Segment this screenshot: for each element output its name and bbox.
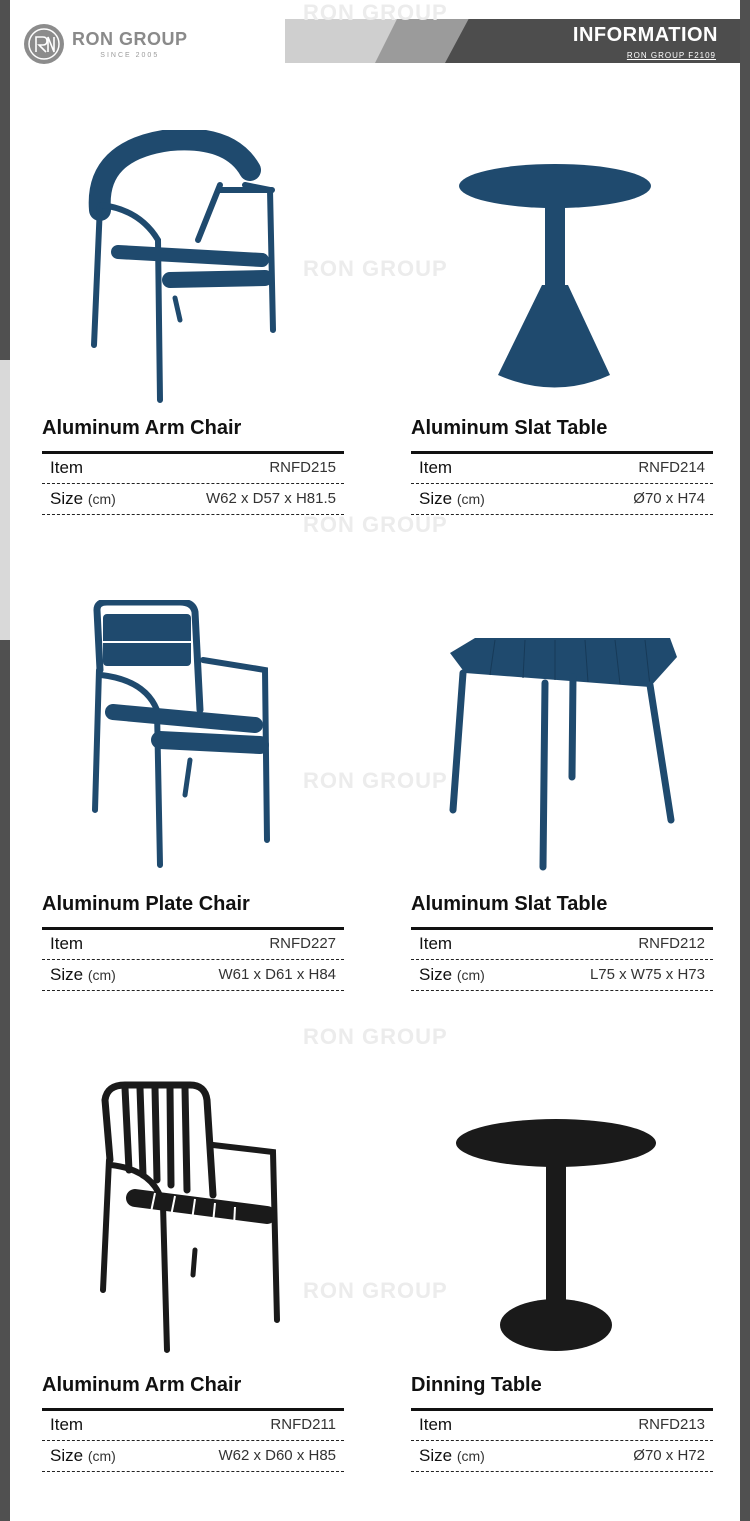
watermark: RON GROUP bbox=[303, 768, 448, 793]
watermark: RON GROUP bbox=[303, 256, 448, 281]
brand-name: RON GROUP bbox=[72, 29, 188, 49]
banner-title: INFORMATION bbox=[572, 24, 718, 46]
round-pedestal-table-black-icon bbox=[450, 1115, 665, 1365]
size-value: Ø70 x H74 bbox=[633, 490, 705, 507]
banner-subtitle: RON GROUP F2109 bbox=[626, 51, 716, 60]
item-label: Item bbox=[419, 1415, 453, 1434]
watermark: RON GROUP bbox=[303, 0, 448, 25]
left-edge-bar bbox=[0, 0, 10, 1521]
size-value: W62 x D57 x H81.5 bbox=[205, 490, 336, 507]
size-label: Size bbox=[419, 489, 453, 508]
item-code: RNFD215 bbox=[269, 459, 336, 476]
size-unit: (cm) bbox=[87, 1448, 116, 1464]
item-label: Item bbox=[50, 458, 84, 477]
size-label: Size bbox=[419, 965, 453, 984]
size-unit: (cm) bbox=[87, 967, 116, 983]
watermark: RON GROUP bbox=[303, 1278, 448, 1303]
size-value: W61 x D61 x H84 bbox=[218, 966, 336, 983]
size-value: Ø70 x H72 bbox=[633, 1447, 705, 1464]
product-name: Aluminum Plate Chair bbox=[42, 893, 250, 915]
watermark: RON GROUP bbox=[303, 1024, 448, 1049]
arm-chair-navy-icon bbox=[80, 130, 290, 410]
size-value: W62 x D60 x H85 bbox=[218, 1447, 336, 1464]
plate-chair-navy-icon bbox=[85, 600, 285, 880]
item-code: RNFD211 bbox=[270, 1416, 336, 1433]
right-edge-bar bbox=[740, 0, 750, 1521]
slat-arm-chair-black-icon bbox=[95, 1080, 290, 1360]
size-label: Size bbox=[50, 965, 84, 984]
square-slat-table-navy-icon bbox=[445, 635, 685, 880]
item-code: RNFD212 bbox=[638, 935, 705, 952]
item-code: RNFD227 bbox=[269, 935, 336, 952]
product-name: Aluminum Arm Chair bbox=[42, 417, 242, 439]
product-name: Aluminum Slat Table bbox=[411, 417, 608, 439]
item-label: Item bbox=[419, 458, 453, 477]
size-label: Size bbox=[419, 1446, 453, 1465]
left-edge-accent bbox=[0, 360, 10, 640]
item-code: RNFD214 bbox=[638, 459, 705, 476]
brand-since: SINCE 2005 bbox=[100, 52, 160, 59]
product-name: Aluminum Arm Chair bbox=[42, 1374, 242, 1396]
item-label: Item bbox=[419, 934, 453, 953]
round-cone-table-navy-icon bbox=[450, 160, 660, 405]
size-unit: (cm) bbox=[456, 967, 485, 983]
size-unit: (cm) bbox=[87, 491, 116, 507]
size-value: L75 x W75 x H73 bbox=[589, 966, 705, 983]
brand-logo bbox=[24, 24, 188, 64]
watermark: RON GROUP bbox=[303, 512, 448, 537]
size-label: Size bbox=[50, 1446, 84, 1465]
item-label: Item bbox=[50, 934, 84, 953]
product-name: Aluminum Slat Table bbox=[411, 893, 608, 915]
item-code: RNFD213 bbox=[638, 1416, 705, 1433]
size-label: Size bbox=[50, 489, 84, 508]
item-label: Item bbox=[50, 1415, 84, 1434]
size-unit: (cm) bbox=[456, 1448, 485, 1464]
logo-emblem-icon bbox=[24, 24, 64, 64]
product-name: Dinning Table bbox=[411, 1374, 542, 1396]
size-unit: (cm) bbox=[456, 491, 485, 507]
